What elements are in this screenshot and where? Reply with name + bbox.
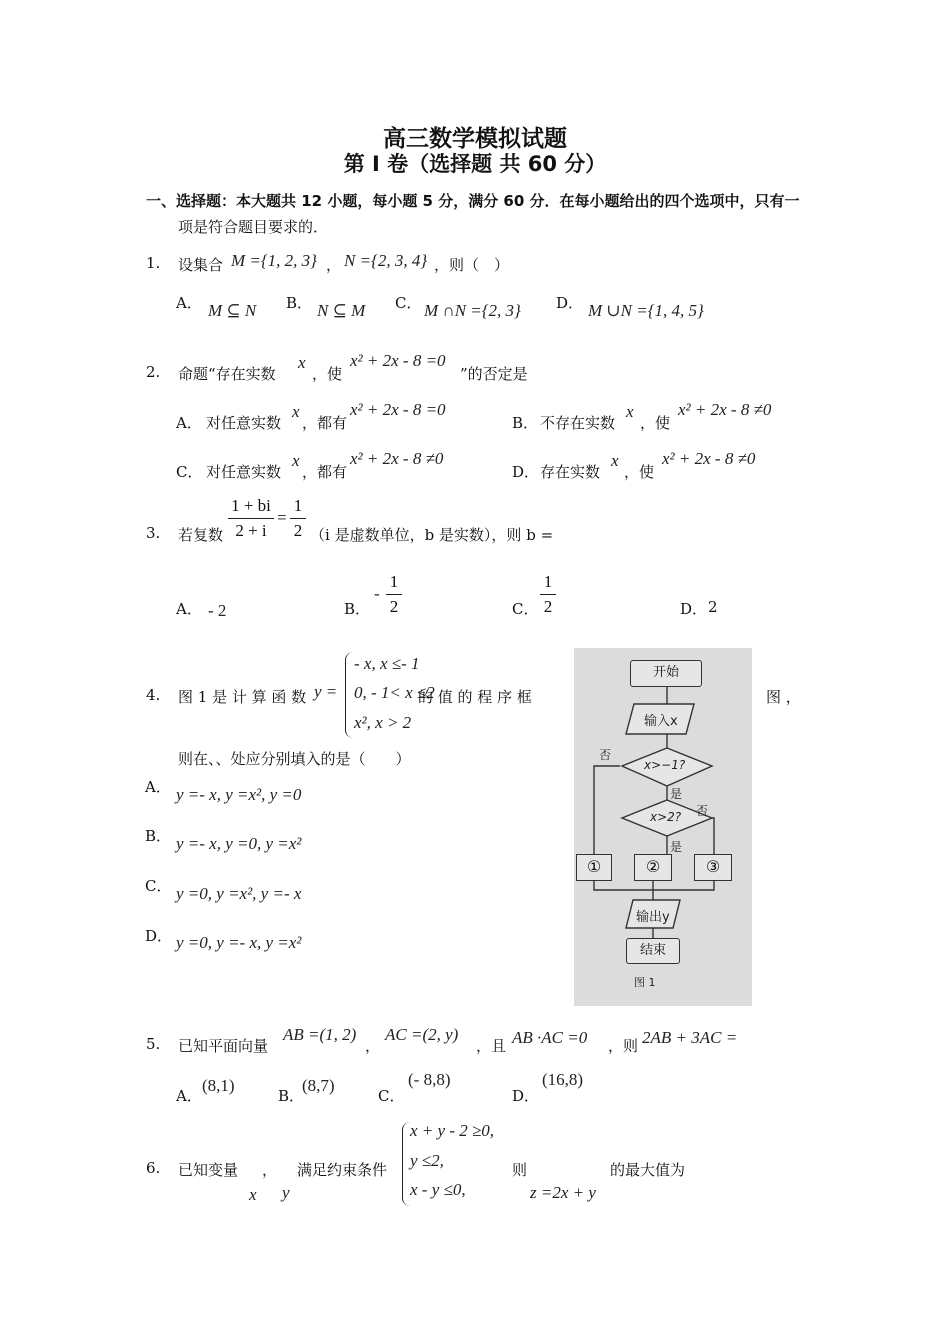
- option-c: M ∩N ={2, 3}: [424, 301, 521, 320]
- option-c-label: C．: [512, 600, 539, 618]
- option-c-var: x: [292, 451, 300, 470]
- constraint-2: y ≤2,: [410, 1151, 444, 1170]
- no-label-2: 否: [696, 804, 709, 818]
- option-b-mid: ，使: [640, 414, 671, 432]
- fraction-denominator: 2: [543, 597, 553, 616]
- vector-expression: 2AB + 3AC =: [642, 1028, 738, 1047]
- option-b-label: B．: [145, 827, 172, 845]
- page-title: 高三数学模拟试题: [383, 126, 567, 152]
- option-c-label: C．: [378, 1087, 405, 1105]
- yes-label-2: 是: [670, 840, 683, 854]
- question-stem-end: （i 是虚数单位，b 是实数），则 b =: [310, 526, 554, 544]
- case-1: - x, x ≤- 1: [354, 654, 420, 673]
- vector-ab: AB =(1, 2): [283, 1025, 357, 1044]
- question-stem: 命题“存在实数: [178, 365, 276, 383]
- option-a-label: A．: [176, 414, 202, 432]
- section-instructions-line1: 一、选择题：本大题共 12 小题，每小题 5 分，满分 60 分．在每小题给出的四个选项中，只有一: [146, 192, 800, 210]
- question-number: 6.: [146, 1159, 161, 1177]
- var-x: x: [249, 1185, 257, 1204]
- option-a-label: A．: [176, 600, 202, 618]
- fraction-denominator: 2 + i: [235, 521, 267, 540]
- option-d-eq: x² + 2x - 8 ≠0: [662, 449, 756, 468]
- process-box-3: ③: [694, 854, 732, 881]
- option-d-label: D．: [556, 294, 584, 312]
- question-number: 3.: [146, 524, 161, 542]
- option-a: y =- x, y =x², y =0: [176, 785, 302, 804]
- option-a-var: x: [292, 402, 300, 421]
- option-a-label: A．: [176, 1087, 202, 1105]
- page-subtitle: 第 I 卷（选择题 共 60 分）: [343, 152, 607, 176]
- case-3: x², x > 2: [354, 713, 412, 732]
- option-b-text: 不存在实数: [540, 414, 616, 432]
- separator: ，: [262, 1161, 278, 1179]
- option-a: - 2: [208, 601, 227, 620]
- question-stem: 若复数: [178, 526, 224, 544]
- fraction-numerator: 1 + bi: [231, 496, 271, 515]
- option-c-label: C．: [145, 877, 172, 895]
- fraction-numerator: 1: [293, 496, 303, 515]
- process-box-1: ①: [576, 854, 612, 881]
- option-b: (8,7): [302, 1076, 335, 1095]
- option-c-fraction: [540, 572, 556, 617]
- process-box-2: ②: [634, 854, 672, 881]
- fraction-bar: [228, 518, 274, 519]
- question-stem-then: ，则: [608, 1037, 639, 1055]
- option-d-label: D．: [512, 463, 540, 481]
- fraction-bar: [386, 594, 402, 595]
- option-b-var: x: [626, 402, 634, 421]
- option-a-eq: x² + 2x - 8 =0: [350, 400, 446, 419]
- question-stem: 设集合: [178, 256, 224, 274]
- question-stem-mid: ，使: [312, 365, 343, 383]
- yes-label-1: 是: [670, 787, 683, 801]
- case-2: 0, - 1< x ≤2: [354, 683, 435, 702]
- constraint-1: x + y - 2 ≥0,: [410, 1121, 495, 1140]
- var-y: y: [282, 1183, 290, 1202]
- input-node: 输入x: [644, 714, 678, 729]
- question-stem: 已知变量: [178, 1161, 239, 1179]
- question-number: 5.: [146, 1035, 161, 1053]
- question-number: 2.: [146, 363, 161, 381]
- option-b-fraction: [386, 572, 402, 617]
- question-stem-end: ，则（ ）: [434, 256, 510, 274]
- var-x: x: [298, 353, 306, 372]
- separator: ，: [365, 1037, 381, 1055]
- start-node: 开始: [630, 660, 702, 687]
- set-m: M ={1, 2, 3}: [231, 251, 317, 270]
- question-stem: 已知平面向量: [178, 1037, 269, 1055]
- fraction-denominator: 2: [293, 521, 303, 540]
- option-d-label: D．: [512, 1087, 540, 1105]
- option-c: y =0, y =x², y =- x: [176, 884, 302, 903]
- question-stem-mid: 的 值 的 程 序 框: [418, 688, 532, 706]
- option-d-var: x: [611, 451, 619, 470]
- option-d-label: D．: [145, 927, 173, 945]
- fraction-denominator: 2: [389, 597, 399, 616]
- question-stem-mid: ，且: [476, 1037, 507, 1055]
- fraction-bar: [540, 594, 556, 595]
- option-b-label: B．: [344, 600, 371, 618]
- question-stem-mid: 满足约束条件: [297, 1161, 388, 1179]
- condition-2: x>2?: [650, 810, 682, 824]
- option-d: y =0, y =- x, y =x²: [176, 933, 302, 952]
- fraction-numerator: 1: [389, 572, 399, 591]
- option-a: M ⊆ N: [208, 301, 257, 320]
- question-stem-line2: 则在、、处应分别填入的是（ ）: [178, 750, 411, 768]
- question-stem-end: ”的否定是: [460, 365, 528, 383]
- output-node: 输出y: [636, 910, 670, 925]
- option-b: y =- x, y =0, y =x²: [176, 834, 302, 853]
- set-n: N ={2, 3, 4}: [344, 251, 428, 270]
- objective-function: z =2x + y: [530, 1183, 596, 1202]
- complex-fraction: [228, 496, 274, 541]
- option-d: M ∪N ={1, 4, 5}: [588, 301, 704, 320]
- flowchart-figure: [574, 648, 752, 1006]
- function-lhs: y =: [314, 682, 338, 701]
- option-a-label: A．: [176, 294, 202, 312]
- option-c-eq: x² + 2x - 8 ≠0: [350, 449, 444, 468]
- constraint-3: x - y ≤0,: [410, 1180, 466, 1199]
- question-number: 4.: [146, 686, 161, 704]
- figure-caption: 图 1: [634, 976, 656, 989]
- option-b-label: B．: [278, 1087, 305, 1105]
- rhs-fraction: [290, 496, 306, 541]
- option-c-mid: ，都有: [302, 463, 348, 481]
- end-node: 结束: [626, 938, 680, 964]
- option-c-label: C．: [176, 463, 203, 481]
- section-instructions-line2: 项是符合题目要求的．: [178, 218, 329, 236]
- vector-ac: AC =(2, y): [385, 1025, 459, 1044]
- option-d-text: 存在实数: [540, 463, 601, 481]
- question-stem-end: 的最大值为: [610, 1161, 686, 1179]
- option-d-label: D．: [680, 600, 708, 618]
- fraction-bar: [290, 518, 306, 519]
- option-b-label: B．: [512, 414, 539, 432]
- option-b: N ⊆ M: [317, 301, 366, 320]
- option-c-label: C．: [395, 294, 422, 312]
- piecewise-brace: [345, 652, 354, 738]
- question-stem: 图 1 是 计 算 函 数: [178, 688, 307, 706]
- then-text: 则: [512, 1161, 528, 1179]
- question-number: 1.: [146, 254, 161, 272]
- option-a-label: A．: [145, 778, 171, 796]
- no-label-1: 否: [599, 748, 612, 762]
- option-d: (16,8): [542, 1070, 584, 1089]
- fraction-numerator: 1: [543, 572, 553, 591]
- question-stem-end: 图 ，: [766, 688, 801, 706]
- dot-product: AB ·AC =0: [512, 1028, 588, 1047]
- option-d: 2: [708, 598, 718, 616]
- option-c-text: 对任意实数: [206, 463, 282, 481]
- condition-1: x>−1?: [644, 758, 686, 772]
- option-b-eq: x² + 2x - 8 ≠0: [678, 400, 772, 419]
- option-b-label: B．: [286, 294, 313, 312]
- equals-sign: =: [277, 508, 287, 527]
- option-b-sign: -: [374, 584, 380, 603]
- option-a-text: 对任意实数: [206, 414, 282, 432]
- option-c: (- 8,8): [408, 1070, 451, 1089]
- option-a: (8,1): [202, 1076, 235, 1095]
- option-a-mid: ，都有: [302, 414, 348, 432]
- option-d-mid: ，使: [624, 463, 655, 481]
- equation: x² + 2x - 8 =0: [350, 351, 446, 370]
- separator: ，: [326, 256, 342, 274]
